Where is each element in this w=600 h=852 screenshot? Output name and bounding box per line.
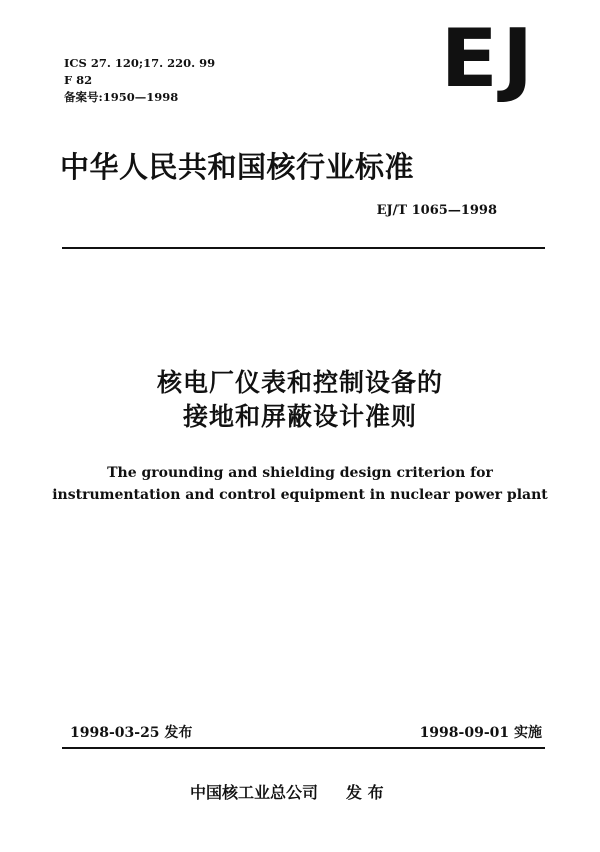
document-title-cn-line1: 核电厂仪表和控制设备的: [156, 368, 443, 397]
document-title-cn-line2: 接地和屏蔽设计准则: [182, 402, 417, 431]
metadata-block: [64, 55, 215, 106]
issuer-name: 中国核工业总公司: [190, 783, 319, 802]
ej-logo: EJ: [440, 12, 538, 105]
standard-title: 中华人民共和国核行业标准: [60, 150, 415, 184]
document-title-en-line1: The grounding and shielding design criterion for: [107, 465, 493, 481]
filing-number: 备案号:1950—1998: [64, 90, 179, 104]
issuer-action: 发 布: [346, 783, 384, 802]
issuer-line: [190, 780, 384, 803]
effective-date: 1998-09-01 实施: [419, 725, 542, 741]
ics-code: ICS 27. 120;17. 220. 99: [64, 56, 216, 70]
top-divider: [62, 247, 545, 249]
standard-code: EJ/T 1065—1998: [376, 203, 497, 218]
bottom-divider: [62, 747, 545, 749]
document-title-en-line2: instrumentation and control equipment in nuclear power plant: [52, 487, 548, 503]
issue-date: 1998-03-25 发布: [70, 725, 193, 741]
classification-code: F 82: [64, 73, 93, 87]
